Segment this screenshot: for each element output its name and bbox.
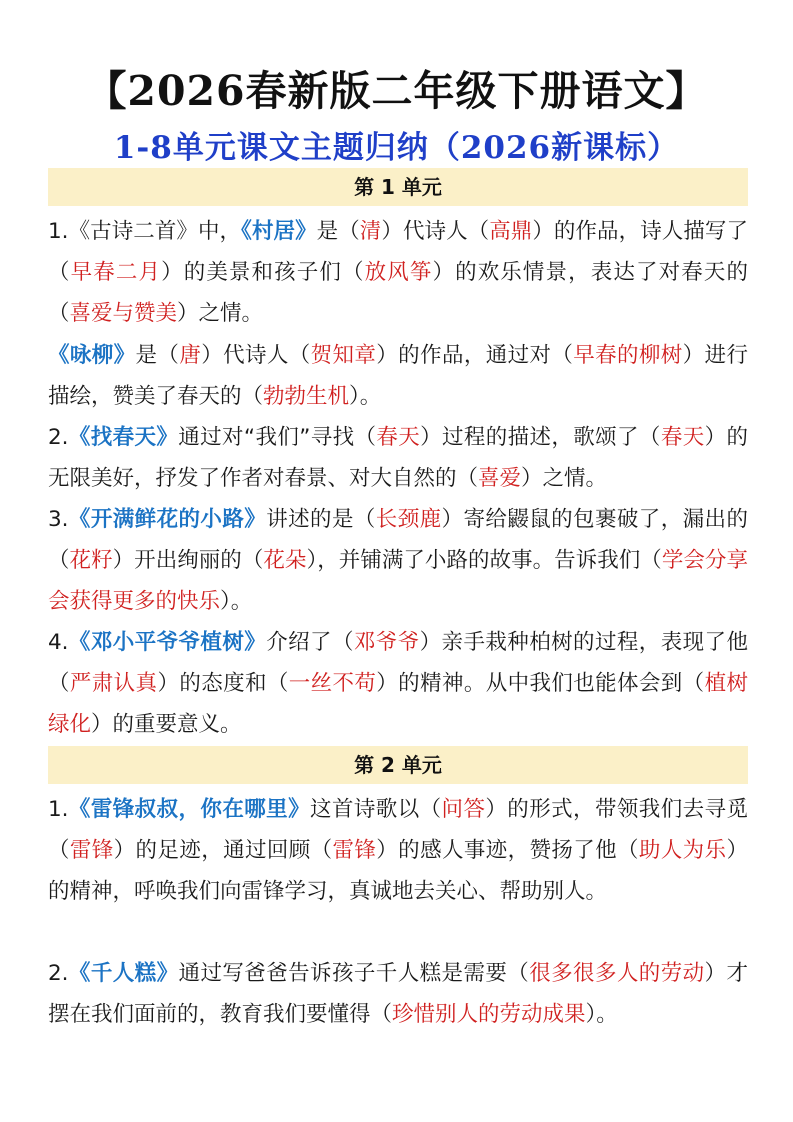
body-text: ）的美景和孩子们（ [161,260,365,285]
page-subtitle: 1-8单元课文主题归纳（2026新课标） [113,130,680,166]
lesson-title: 《千人糕》 [68,961,179,986]
answer-text: 花朵 [263,548,307,573]
lesson-title: 《邓小平爷爷植树》 [68,630,267,655]
unit-header: 第 1 单元 [48,168,748,206]
answer-text: 学会分享会获得更多的快乐 [48,548,748,614]
body-text: ）。 [220,589,253,614]
answer-text: 春天 [660,425,705,450]
lesson-title: 《雷锋叔叔，你在哪里》 [68,797,311,822]
answer-text: 雷锋 [69,838,114,863]
answer-text: 邓爷爷 [353,630,420,655]
page-title: 【2026春新版二年级下册语文】 [85,67,708,115]
body-text: ）的感人事迹，赞扬了他（ [376,838,639,863]
body-text: ）的精神，呼唤我们向雷锋学习，真诚地去关心、帮助别人。 [48,838,748,904]
lesson-title: 《村居》 [241,219,317,244]
body-text: 讲述的是（ [266,507,376,532]
body-text: ）的作品，诗人描写了（ [48,219,748,285]
answer-text: 一丝不苟 [288,671,377,696]
lesson-title: 《开满鲜花的小路》 [68,507,267,532]
answer-text: 勃勃生机 [263,384,350,409]
body-text: ）的作品，通过对（ [376,343,574,368]
body-text: ）代诗人（ [381,219,490,244]
body-text: 1. [48,797,69,822]
answer-text: 唐 [179,343,202,368]
answer-text: 珍惜别人的劳动成果 [392,1002,586,1027]
body-text: ）进行描绘，赞美了春天的（ [48,343,748,409]
body-text: ）才摆在我们面前的，教育我们要懂得（ [48,961,748,1027]
answer-text: 问答 [441,797,486,822]
answer-text: 雷锋 [332,838,377,863]
answer-text: 长颈鹿 [375,507,442,532]
body-text: ）过程的描述，歌颂了（ [420,425,661,450]
answer-text: 清 [359,219,382,244]
answer-text: 很多很多人的劳动 [529,961,705,986]
body-text: ）亲手栽种柏树的过程，表现了他（ [48,630,748,696]
answer-text: 放风筝 [364,260,433,285]
body-text: 2. [48,425,69,450]
lesson-title: 《找春天》 [68,425,179,450]
body-text: ）的欢乐情景，表达了对春天的（ [48,260,748,326]
answer-text: 喜爱 [478,466,522,491]
answer-text: 植树绿化 [48,671,748,737]
body-text: 是（ [316,219,360,244]
unit-header: 第 2 单元 [48,746,748,784]
paragraph [48,622,748,745]
answer-text: 严肃认真 [69,671,158,696]
body-text: 这首诗歌以（ [310,797,442,822]
body-text: ）的重要意义。 [91,712,242,737]
answer-text: 助人为乐 [638,838,727,863]
body-text: 通过对“我们”寻找（ [178,425,377,450]
body-text: ）之情。 [521,466,608,491]
body-text: ）。 [585,1002,618,1027]
body-text: ）寄给鼹鼠的包裹破了，漏出的（ [48,507,748,573]
body-text: ），并铺满了小路的故事。告诉我们（ [306,548,662,573]
body-text: 2. [48,961,69,986]
answer-text: 早春二月 [70,260,162,285]
answer-text: 花籽 [69,548,113,573]
body-text: 1.《古诗二首》中， [48,219,242,244]
body-text: 3. [48,507,69,532]
body-text: 介绍了（ [266,630,354,655]
paragraph [48,417,748,499]
body-text: 是（ [135,343,180,368]
answer-text: 春天 [376,425,421,450]
paragraph [48,499,748,622]
paragraph [48,211,748,334]
paragraph [48,335,748,417]
body-text: ）。 [349,384,382,409]
answer-text: 高鼎 [489,219,533,244]
body-text: ）的精神。从中我们也能体会到（ [376,671,705,696]
body-text: 4. [48,630,69,655]
paragraph [48,953,748,1035]
body-text: ）开出绚丽的（ [112,548,264,573]
body-text: ）的足迹，通过回顾（ [113,838,333,863]
answer-text: 喜爱与赞美 [69,301,178,326]
body-text: 通过写爸爸告诉孩子千人糕是需要（ [178,961,530,986]
body-text: ）代诗人（ [201,343,311,368]
body-text: ）的态度和（ [157,671,289,696]
body-text: ）的形式，带领我们去寻觅（ [48,797,748,863]
paragraph [48,789,748,912]
body-text: ）之情。 [177,301,264,326]
answer-text: 早春的柳树 [573,343,683,368]
lesson-title: 《咏柳》 [48,343,136,368]
body-text: ）的无限美好，抒发了作者对春景、对大自然的（ [48,425,748,491]
answer-text: 贺知章 [310,343,377,368]
